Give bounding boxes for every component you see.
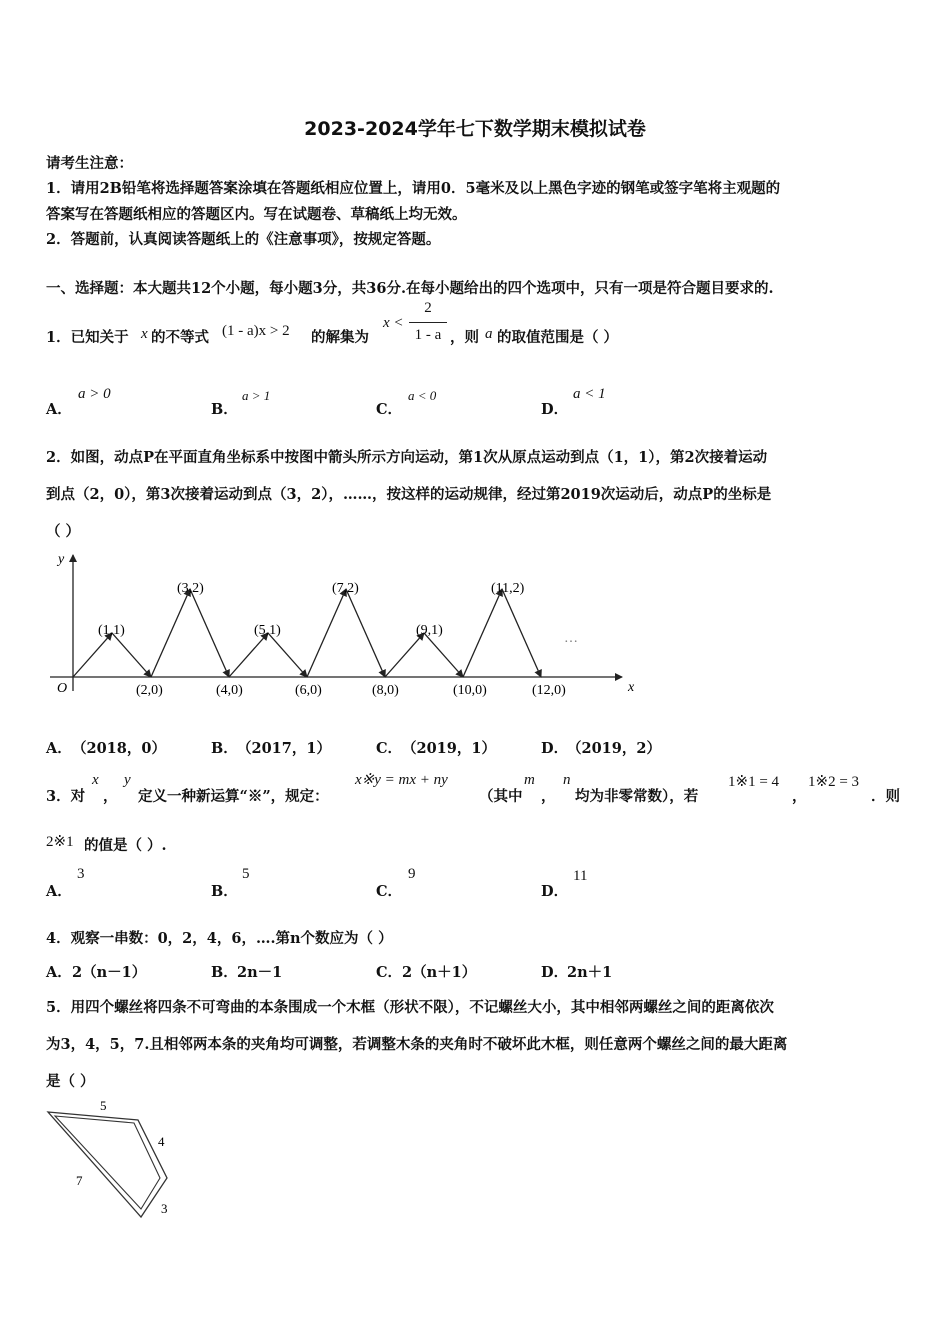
q3-option-a-label[interactable]: A． [46, 883, 72, 900]
q3-text-1: 3．对 [46, 788, 86, 805]
q3-option-c-value: 9 [408, 866, 416, 882]
q1-var-x: x [141, 326, 148, 342]
q2-motion-segment [463, 589, 502, 677]
q4-text: 4．观察一串数：0，2，4，6，….第n个数应为（ ） [46, 930, 393, 947]
q3-option-d-label[interactable]: D． [541, 883, 569, 900]
q3-comma: ， [103, 788, 118, 805]
q2-option-b-text: （2017，1） [237, 740, 331, 757]
q2-motion-segment [307, 589, 346, 677]
q2-base-label: (10,0) [453, 683, 487, 698]
q2-origin-label: O [57, 681, 68, 696]
q3-rule: x※y = mx + ny [355, 772, 448, 788]
q2-ellipsis: … [564, 631, 578, 646]
q1-option-d-expr: a < 1 [573, 386, 606, 402]
q3-text-5: ．则 [871, 788, 900, 805]
q5-label-bottom: 3 [161, 1201, 168, 1216]
q1-fraction-bar [409, 322, 447, 323]
notice-line-3: 2．答题前，认真阅读答题纸上的《注意事项》，按规定答题。 [46, 231, 441, 248]
notice-line-1: 1．请用2B铅笔将选择题答案涂填在答题纸相应位置上，请用0．5毫米及以上黑色字迹的钢笔或签字笔将主观题的 [46, 180, 781, 197]
q4-option-d-label[interactable]: D． [541, 964, 569, 981]
q2-motion-segment [346, 589, 385, 677]
q2-line-2: 到点（2，0），第3次接着运动到点（3，2），……，按这样的运动规律，经过第2019次运动后，动点P的坐标是 [46, 486, 772, 503]
q2-peak-label: (1,1) [98, 623, 125, 638]
q3-text-4: 均为非零常数），若 [575, 788, 699, 805]
q3-var-y: y [124, 772, 131, 788]
q5-label-left: 7 [76, 1173, 83, 1188]
q2-option-a-label[interactable]: A． [46, 740, 72, 757]
q2-base-label: (12,0) [532, 683, 566, 698]
q3-text-2: 定义一种新运算“※”，规定： [138, 788, 329, 805]
notice-heading: 请考生注意： [46, 155, 133, 172]
q1-option-a-label[interactable]: A． [46, 401, 72, 418]
q1-text-4: ，则 [450, 329, 479, 346]
q5-label-top: 5 [100, 1098, 107, 1113]
q1-text-3: 的解集为 [311, 329, 369, 346]
q1-option-a-expr: a > 0 [78, 386, 111, 402]
notice-line-2: 答案写在答题纸相应的答题区内。写在试题卷、草稿纸上均无效。 [46, 206, 467, 223]
q5-wooden-frame-figure [40, 1095, 190, 1225]
q1-option-b-label[interactable]: B． [211, 401, 238, 418]
q3-comma-3: ， [792, 788, 807, 805]
q2-option-b-label[interactable]: B． [211, 740, 238, 757]
q2-motion-segment [502, 589, 541, 677]
q1-option-c-expr: a < 0 [408, 388, 437, 403]
q1-solution-lhs: x < [383, 315, 404, 331]
q3-var-n: n [563, 772, 571, 788]
q2-x-axis-label: x [628, 680, 635, 695]
q5-line-3: 是（ ） [46, 1073, 95, 1090]
q2-motion-segment [112, 633, 151, 677]
q2-option-d-text: （2019，2） [567, 740, 661, 757]
q3-condition-1: 1※1 = 4 [728, 774, 780, 790]
q2-motion-segment [268, 633, 307, 677]
q2-option-c-label[interactable]: C． [376, 740, 403, 757]
q3-comma-2: ， [541, 788, 556, 805]
q1-solution-numerator: 2 [424, 300, 432, 316]
q2-base-label: (4,0) [216, 683, 243, 698]
q3-var-x: x [92, 772, 99, 788]
page-title: 2023-2024学年七下数学期末模拟试卷 [304, 118, 646, 140]
q2-base-label: (6,0) [295, 683, 322, 698]
q1-text-2: 的不等式 [151, 329, 209, 346]
q1-option-d-label[interactable]: D． [541, 401, 569, 418]
q2-option-c-text: （2019，1） [402, 740, 496, 757]
q2-peak-label: (5,1) [254, 623, 281, 638]
q3-line2-expr: 2※1 [46, 834, 74, 850]
q1-option-b-expr: a > 1 [242, 388, 271, 403]
q3-condition-2: 1※2 = 3 [808, 774, 860, 790]
q2-motion-segment [190, 589, 229, 677]
q3-option-d-value: 11 [573, 868, 588, 884]
q3-text-3: （其中 [479, 788, 523, 805]
q4-option-d-text: 2n＋1 [567, 964, 613, 981]
q5-line-2: 为3，4，5，7.且相邻两本条的夹角均可调整，若调整木条的夹角时不破坏此木框，则任意两个螺丝之间的最大距离 [46, 1036, 788, 1053]
q2-path-segments [73, 589, 541, 677]
q2-motion-segment [151, 589, 190, 677]
q2-base-label: (2,0) [136, 683, 163, 698]
q1-option-c-label[interactable]: C． [376, 401, 403, 418]
q4-option-c-text: 2（n＋1） [402, 964, 477, 981]
q1-text-5: 的取值范围是（ ） [497, 329, 619, 346]
q1-text-1: 1．已知关于 [46, 329, 129, 346]
q2-peak-label: (11,2) [491, 581, 525, 596]
q2-motion-segment [385, 633, 424, 677]
q4-option-a-text: 2（n－1） [72, 964, 147, 981]
q4-option-b-label[interactable]: B． [211, 964, 238, 981]
q2-base-label: (8,0) [372, 683, 399, 698]
q2-y-axis-label: y [58, 552, 65, 567]
q2-line-1: 2．如图，动点P在平面直角坐标系中按图中箭头所示方向运动，第1次从原点运动到点（1，1），第2次接着运动 [46, 449, 768, 466]
q1-solution-denominator: 1 - a [414, 327, 442, 343]
q5-line-1: 5．用四个螺丝将四条不可弯曲的本条围成一个木框（形状不限），不记螺丝大小，其中相邻两螺丝之间的距离依次 [46, 999, 774, 1016]
q4-option-b-text: 2n－1 [237, 964, 283, 981]
q3-var-m: m [524, 772, 535, 788]
q2-motion-segment [73, 633, 112, 677]
q3-option-a-value: 3 [77, 866, 85, 882]
q2-motion-segment [229, 633, 268, 677]
q3-option-b-value: 5 [242, 866, 250, 882]
q2-option-a-text: （2018，0） [72, 740, 166, 757]
q3-option-c-label[interactable]: C． [376, 883, 403, 900]
q1-inequality: (1 - a)x > 2 [222, 323, 290, 339]
section-heading: 一、选择题：本大题共12个小题，每小题3分，共36分.在每小题给出的四个选项中，只有一项是符合题目要求的. [46, 280, 774, 297]
q2-motion-graph [40, 545, 640, 705]
q3-line2-text: 的值是（ ）. [84, 837, 167, 854]
q2-peak-label: (9,1) [416, 623, 443, 638]
q5-frame-inner [55, 1116, 160, 1209]
q2-option-d-label[interactable]: D． [541, 740, 569, 757]
q3-option-b-label[interactable]: B． [211, 883, 238, 900]
q2-peak-label: (3,2) [177, 581, 204, 596]
q1-var-a: a [485, 326, 493, 342]
q2-peak-label: (7,2) [332, 581, 359, 596]
q5-label-right: 4 [158, 1134, 165, 1149]
q4-option-c-label[interactable]: C． [376, 964, 403, 981]
q4-option-a-label[interactable]: A． [46, 964, 72, 981]
q2-motion-segment [424, 633, 463, 677]
q2-line-3: （ ） [46, 523, 81, 540]
